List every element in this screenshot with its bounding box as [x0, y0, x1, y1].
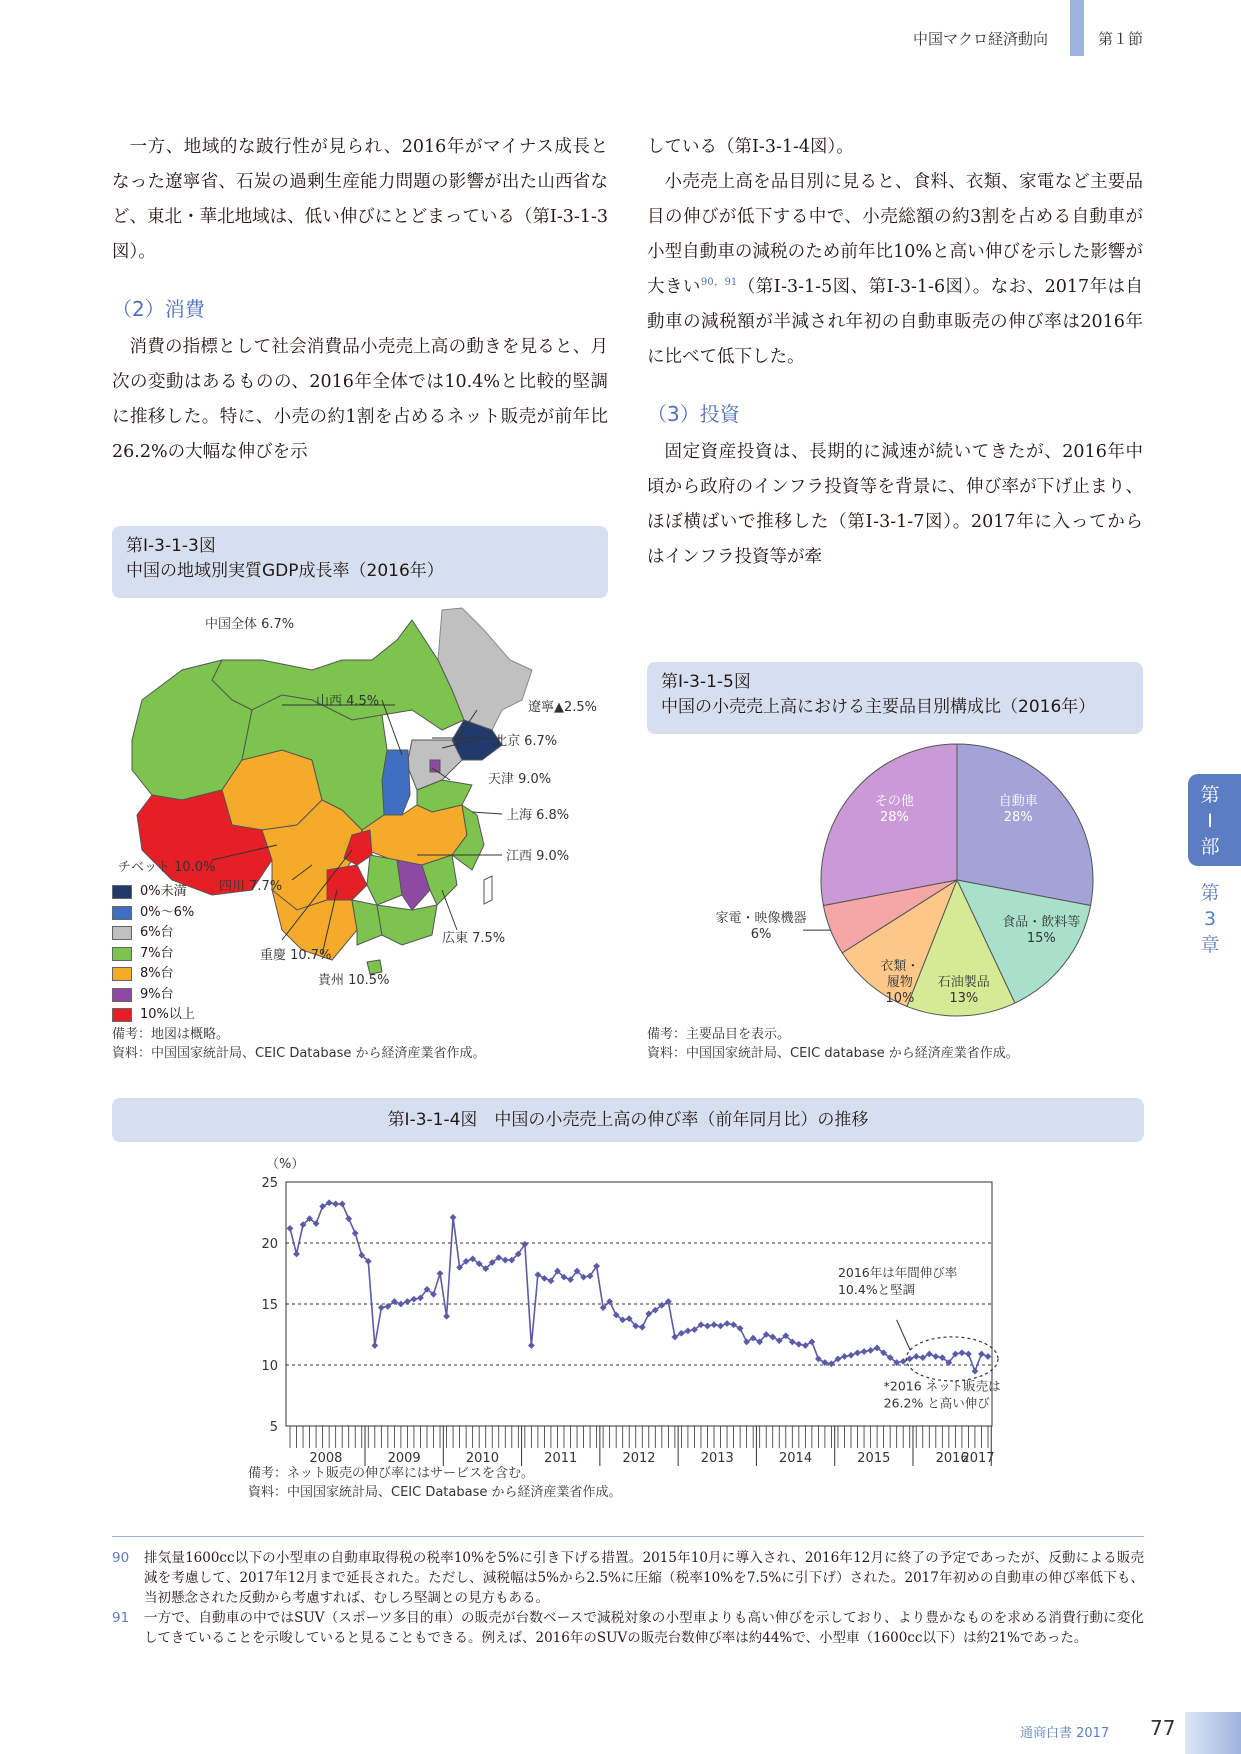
map-label-sichuan: 四川 7.7%: [219, 879, 283, 894]
legend-label: 0%～6%: [140, 904, 195, 920]
right-paragraph-2: 固定資産投資は、長期的に減速が続いてきたが、2016年中頃から政府のインフラ投資等を背景に、伸び率が下げ止まり、ほぼ横ばいで推移した（第Ⅰ-3-1-7図）。2017年に入ってからはインフラ投資等が牽: [647, 442, 1143, 567]
legend-swatch: [112, 906, 132, 920]
annotation-online-sales: *2016 ネット販売は 26.2% と高い伸び: [883, 1378, 1001, 1411]
data-point: [795, 1341, 802, 1348]
figure-3-title: 中国の地域別実質GDP成長率（2016年）: [126, 561, 444, 581]
data-point: [639, 1324, 646, 1331]
data-point: [841, 1353, 848, 1360]
x-year-label: 2011: [544, 1451, 578, 1466]
map-label-guizhou: 貴州 10.5%: [318, 973, 390, 988]
legend-item: [112, 1005, 195, 1026]
legend-label: 8%台: [140, 966, 174, 982]
legend-item: [112, 923, 195, 944]
footnote: [112, 1608, 1144, 1648]
figure-5-source: 資料：中国国家統計局、CEIC database から経済産業省作成。: [647, 1046, 1019, 1061]
annotation-leader: [897, 1320, 911, 1351]
header-chapter-title: 中国マクロ経済動向: [913, 30, 1049, 48]
side-tab-part-label: 第 I 部: [1200, 784, 1220, 858]
data-point: [443, 1313, 450, 1320]
right-paragraph-1b: （第Ⅰ-3-1-5図、第Ⅰ-3-1-6図）。なお、2017年は自動車の減税額が半減され年初の自動車販売の伸び率は2016年に比べて低下した。: [647, 277, 1144, 367]
map-region-guangdong: [377, 905, 437, 945]
data-point: [397, 1301, 404, 1308]
footer-bar: [1185, 1712, 1241, 1754]
figure-5-number: 第Ⅰ-3-1-5図: [661, 672, 751, 692]
map-legend: [112, 882, 195, 1026]
footnote-text: 排気量1600cc以下の小型車の自動車取得税の税率10%を5%に引き下げる措置。2015年10月に導入され、2016年12月に終了の予定であったが、反動による販売減を考慮して、2017年12月まで延長された。ただし、減税幅は5%から2.5%に圧縮（税率10%を7.5%に引下げ）された。2017年初めの自動車の伸び率低下も、当初懸念された反動から考慮すれば、むしろ堅調との見方もある。: [144, 1550, 1144, 1606]
pie-chart: [647, 740, 1143, 1020]
data-point: [743, 1338, 750, 1345]
figure-4-source: 資料：中国国家統計局、CEIC Database から経済産業省作成。: [248, 1485, 622, 1500]
map-label-liaoning: 遼寧▲2.5%: [528, 700, 598, 715]
pie-label: 衣類・履物 10%: [880, 958, 920, 1006]
figure-5-note: 備考：主要品目を表示。: [647, 1027, 791, 1042]
data-point: [965, 1351, 972, 1358]
data-point: [854, 1349, 861, 1356]
y-tick-label: 10: [261, 1359, 278, 1374]
right-column: [647, 130, 1143, 575]
map-label-chongqing: 重慶 10.7%: [260, 948, 332, 963]
figure-4-note: 備考：ネット販売の伸び率にはサービスを含む。: [248, 1466, 535, 1481]
footnote-number: 91: [112, 1610, 130, 1626]
figure-3-source: 資料：中国国家統計局、CEIC Database から経済産業省作成。: [112, 1046, 486, 1061]
map-region-taiwan: [484, 876, 492, 904]
data-point: [926, 1351, 933, 1358]
annotation-annual-growth: 2016年は年間伸び率 10.4%と堅調: [837, 1265, 958, 1298]
x-year-label: 2013: [700, 1451, 734, 1466]
x-year-label: 2014: [779, 1451, 813, 1466]
left-paragraph-1: 一方、地域的な跛行性が見られ、2016年がマイナス成長となった遼寧省、石炭の過剰生産能力問題の影響が出た山西省など、東北・華北地域は、低い伸びにとどまっている（第Ⅰ-3-1-3図）。: [112, 137, 608, 262]
data-point: [717, 1323, 724, 1330]
x-year-label: 2010: [465, 1451, 499, 1466]
data-point: [900, 1358, 907, 1365]
figure-3-number: 第Ⅰ-3-1-3図: [126, 536, 216, 556]
left-column: [112, 130, 608, 470]
data-point: [371, 1342, 378, 1349]
data-point: [959, 1349, 966, 1356]
map-label-guangdong: 広東 7.5%: [442, 931, 506, 946]
data-point: [678, 1330, 685, 1337]
data-point: [750, 1335, 757, 1342]
figure-5-caption: [647, 662, 1143, 734]
data-point: [671, 1334, 678, 1341]
legend-swatch: [112, 967, 132, 981]
legend-swatch: [112, 926, 132, 940]
x-year-label: 2016: [935, 1451, 969, 1466]
data-point: [411, 1296, 418, 1303]
map-label-jiangxi: 江西 9.0%: [506, 849, 570, 864]
map-label-tianjin: 天津 9.0%: [488, 772, 552, 787]
data-point: [450, 1214, 457, 1221]
pie-label: 自動車 28%: [998, 794, 1038, 826]
map-label-shanghai: 上海 6.8%: [506, 808, 570, 823]
y-tick-label: 15: [261, 1298, 278, 1313]
data-point: [848, 1352, 855, 1359]
header-bar: [1070, 0, 1084, 56]
pie-label: 家電・映像機器 6%: [715, 911, 807, 943]
data-point: [913, 1353, 920, 1360]
data-point: [685, 1327, 692, 1334]
x-year-label: 2008: [309, 1451, 343, 1466]
section-heading-consumption: （2）消費: [112, 297, 205, 321]
map-label-tibet: チベット 10.0%: [118, 860, 216, 875]
map-label-china: 中国全体 6.7%: [205, 617, 295, 632]
legend-label: 7%台: [140, 945, 174, 961]
y-axis-unit: （%）: [266, 1157, 305, 1172]
data-point: [769, 1334, 776, 1341]
section-heading-investment: （3）投資: [647, 402, 740, 426]
x-year-label: 2012: [622, 1451, 656, 1466]
data-point: [919, 1354, 926, 1361]
footnote: [112, 1548, 1144, 1608]
data-point: [378, 1304, 385, 1311]
legend-swatch: [112, 947, 132, 961]
data-point: [815, 1356, 822, 1363]
data-point: [645, 1310, 652, 1317]
right-paragraph-1a: 小売売上高を品目別に見ると、食料、衣類、家電など主要品目の伸びが低下する中で、小売総額の約3割を占める自動車が小型自動車の減税のため前年比10%と高い伸びを示した影響が大きい: [647, 172, 1143, 297]
data-point: [802, 1342, 809, 1349]
legend-swatch: [112, 988, 132, 1002]
data-point: [293, 1251, 300, 1258]
pie-label: 石油製品 13%: [937, 975, 990, 1007]
legend-swatch: [112, 885, 132, 899]
data-point: [704, 1323, 711, 1330]
footnote-text: 一方で、自動車の中ではSUV（スポーツ多目的車）の販売が台数ベースで減税対象の小型車よりも高い伸びを示しており、より豊かなものを求める消費行動に変化してきていることを示唆していると見ることもできる。例えば、2016年のSUVの販売台数伸び率は約44%で、小型車（1600cc以下）は約21%であった。: [144, 1610, 1144, 1646]
header-section: 第１節: [1098, 30, 1144, 48]
x-year-label: 2015: [857, 1451, 891, 1466]
figure-4-title: 第Ⅰ-3-1-4図 中国の小売売上高の伸び率（前年同月比）の推移: [387, 1110, 869, 1130]
data-point: [541, 1275, 548, 1282]
data-point: [352, 1230, 359, 1237]
data-point: [404, 1298, 411, 1305]
legend-item: [112, 903, 195, 924]
side-tab-chapter-label: 第 3 章: [1200, 882, 1220, 956]
left-paragraph-2: 消費の指標として社会消費品小売売上高の動きを見ると、月次の変動はあるものの、2016年全体では10.4%と比較的堅調に推移した。特に、小売の約1割を占めるネット販売が前年比26.2%の大幅な伸びを示: [112, 337, 608, 462]
data-point: [985, 1353, 992, 1360]
map-label-shanxi: 山西 4.5%: [316, 694, 380, 709]
figure-3-caption: [112, 526, 608, 598]
data-point: [332, 1201, 339, 1208]
map-region-hunan: [367, 855, 402, 905]
legend-swatch: [112, 1008, 132, 1022]
data-point: [867, 1347, 874, 1354]
legend-label: 9%台: [140, 986, 174, 1002]
y-tick-label: 20: [261, 1237, 278, 1252]
line-chart: [240, 1148, 1010, 1468]
footnote-number: 90: [112, 1550, 130, 1566]
y-tick-label: 5: [269, 1420, 278, 1435]
footnote-ref[interactable]: 90，91: [700, 277, 738, 289]
pie-label: その他 28%: [874, 794, 914, 826]
footer-publication: 通商白書 2017: [1020, 1726, 1110, 1741]
data-point: [437, 1270, 444, 1277]
data-point: [534, 1271, 541, 1278]
data-point: [978, 1351, 985, 1358]
legend-item: [112, 964, 195, 985]
x-year-label: 2017: [961, 1451, 995, 1466]
figure-5-title: 中国の小売売上高における主要品目別構成比（2016年）: [661, 697, 1096, 717]
data-point: [339, 1201, 346, 1208]
data-point: [861, 1348, 868, 1355]
legend-item: [112, 985, 195, 1006]
data-point: [711, 1321, 718, 1328]
data-point: [345, 1215, 352, 1222]
footer-page-number: 77: [1150, 1716, 1176, 1740]
legend-label: 6%台: [140, 925, 174, 941]
y-tick-label: 25: [261, 1176, 278, 1191]
legend-label: 0%未満: [140, 884, 187, 900]
footnotes: [112, 1548, 1144, 1648]
legend-item: [112, 882, 195, 903]
footnote-divider: [112, 1536, 1144, 1537]
legend-item: [112, 944, 195, 965]
data-point: [808, 1338, 815, 1345]
data-point: [932, 1353, 939, 1360]
data-point: [528, 1342, 535, 1349]
pie-label: 食品・飲料等 15%: [1002, 915, 1081, 947]
data-point: [502, 1257, 509, 1264]
data-point: [730, 1321, 737, 1328]
map-region-shanxi: [382, 750, 410, 815]
map-label-beijing: 北京 6.7%: [494, 734, 558, 749]
data-point: [972, 1368, 979, 1375]
figure-4-caption: [112, 1098, 1144, 1142]
data-point: [737, 1325, 744, 1332]
figure-3-note: 備考：地図は概略。: [112, 1027, 230, 1042]
right-paragraph-1: [647, 165, 1143, 375]
map-region-guizhou: [327, 865, 367, 900]
data-point: [326, 1199, 333, 1206]
x-year-label: 2009: [387, 1451, 421, 1466]
data-point: [906, 1356, 913, 1363]
data-point: [724, 1320, 731, 1327]
right-paragraph-0: している（第Ⅰ-3-1-4図）。: [647, 137, 854, 157]
legend-label: 10%以上: [140, 1007, 195, 1023]
data-point: [287, 1225, 294, 1232]
data-point: [319, 1203, 326, 1210]
